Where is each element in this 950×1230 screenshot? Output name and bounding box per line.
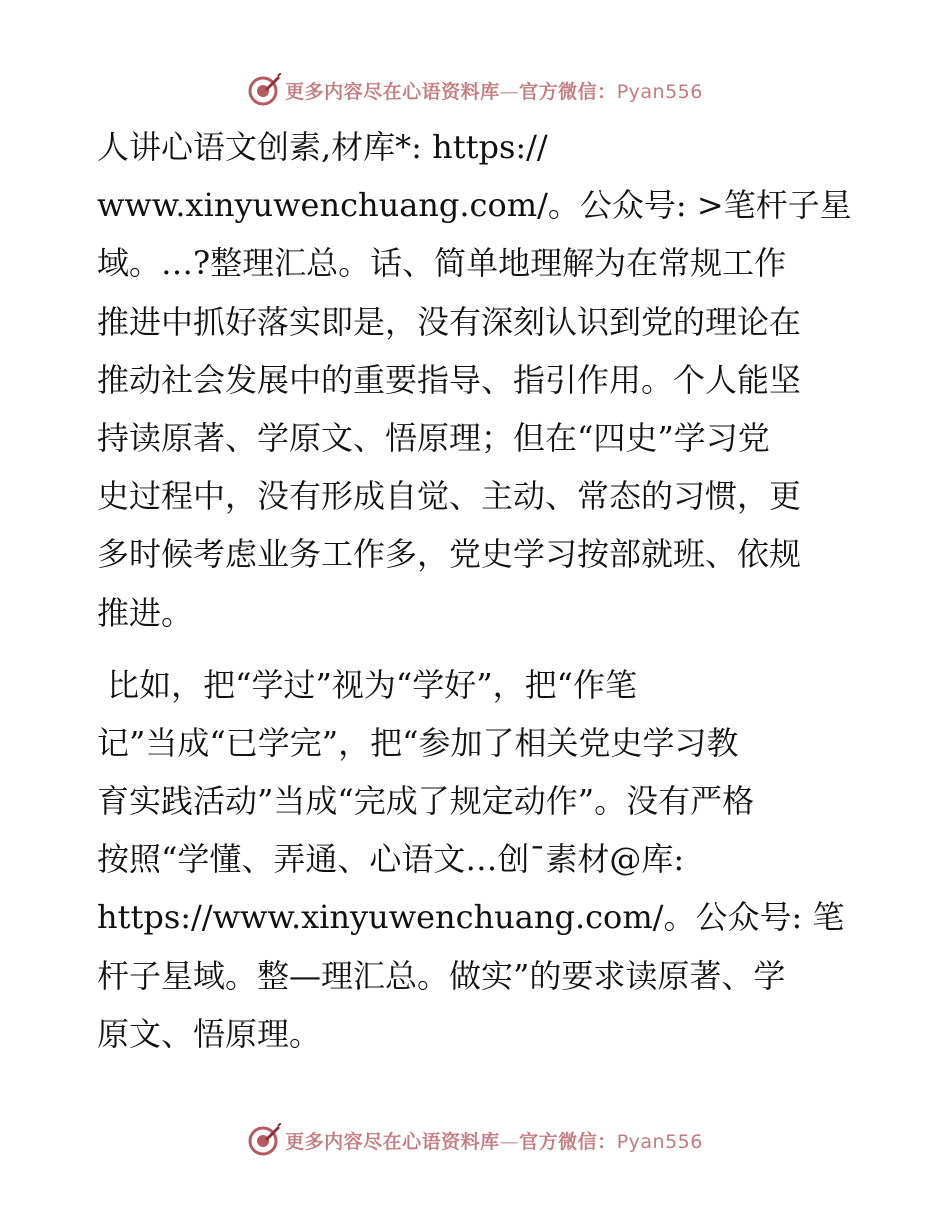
paragraph-1 xyxy=(97,118,857,642)
paragraph-2 xyxy=(97,656,857,1063)
watermark-dash: — xyxy=(499,1130,520,1153)
watermark-group xyxy=(247,73,703,107)
text-line: 杆子星域。整—理汇总。做实”的要求读原著、学 xyxy=(97,956,786,995)
text-line: www.xinyuwenchuang.com/。公众号: >笔杆子星 xyxy=(97,186,852,225)
text-line: 比如，把“学过”视为“学好”，把“作笔 xyxy=(97,665,637,704)
text-line: 持读原著、学原文、悟原理；但在“四史”学习党 xyxy=(97,418,770,457)
pen-logo-icon xyxy=(247,73,281,107)
watermark-text xyxy=(285,77,703,104)
text-line: 推进中抓好落实即是，没有深刻认识到党的理论在 xyxy=(97,302,802,341)
watermark-wechat-id: Pyan556 xyxy=(616,1130,703,1153)
document-body xyxy=(97,118,857,1063)
text-line: 原文、悟原理。 xyxy=(97,1014,322,1053)
text-line: 推动社会发展中的重要指导、指引作用。个人能坚 xyxy=(97,360,802,399)
text-line: 域。…?整理汇总。话、简单地理解为在常规工作 xyxy=(97,244,787,283)
text-line: https://www.xinyuwenchuang.com/。公众号: 笔 xyxy=(97,898,845,937)
text-line: 育实践活动”当成“完成了规定动作”。没有严格 xyxy=(97,782,755,821)
watermark-official-label: 官方微信： xyxy=(519,80,617,103)
watermark-text xyxy=(285,1127,703,1154)
footer-watermark xyxy=(0,1120,950,1160)
watermark-title: 更多内容尽在心语资料库 xyxy=(285,1130,500,1153)
text-line: 史过程中，没有形成自觉、主动、常态的习惯，更 xyxy=(97,477,802,516)
pen-logo-icon xyxy=(247,1123,281,1157)
text-line: 记”当成“已学完”，把“参加了相关党史学习教 xyxy=(97,723,739,762)
text-line: 按照“学懂、弄通、心语文…创¯素材@库: xyxy=(97,840,685,879)
watermark-title: 更多内容尽在心语资料库 xyxy=(285,80,500,103)
text-line: 人讲心语文创素,材库*: https:// xyxy=(97,128,548,166)
watermark-official-label: 官方微信： xyxy=(519,1130,617,1153)
paragraph-spacer xyxy=(97,642,857,656)
watermark-dash: — xyxy=(499,80,520,103)
watermark-wechat-id: Pyan556 xyxy=(616,80,703,103)
text-line: 多时候考虑业务工作多，党史学习按部就班、依规 xyxy=(97,535,802,574)
header-watermark xyxy=(0,70,950,110)
watermark-group xyxy=(247,1123,703,1157)
text-line: 推进。 xyxy=(97,593,194,632)
